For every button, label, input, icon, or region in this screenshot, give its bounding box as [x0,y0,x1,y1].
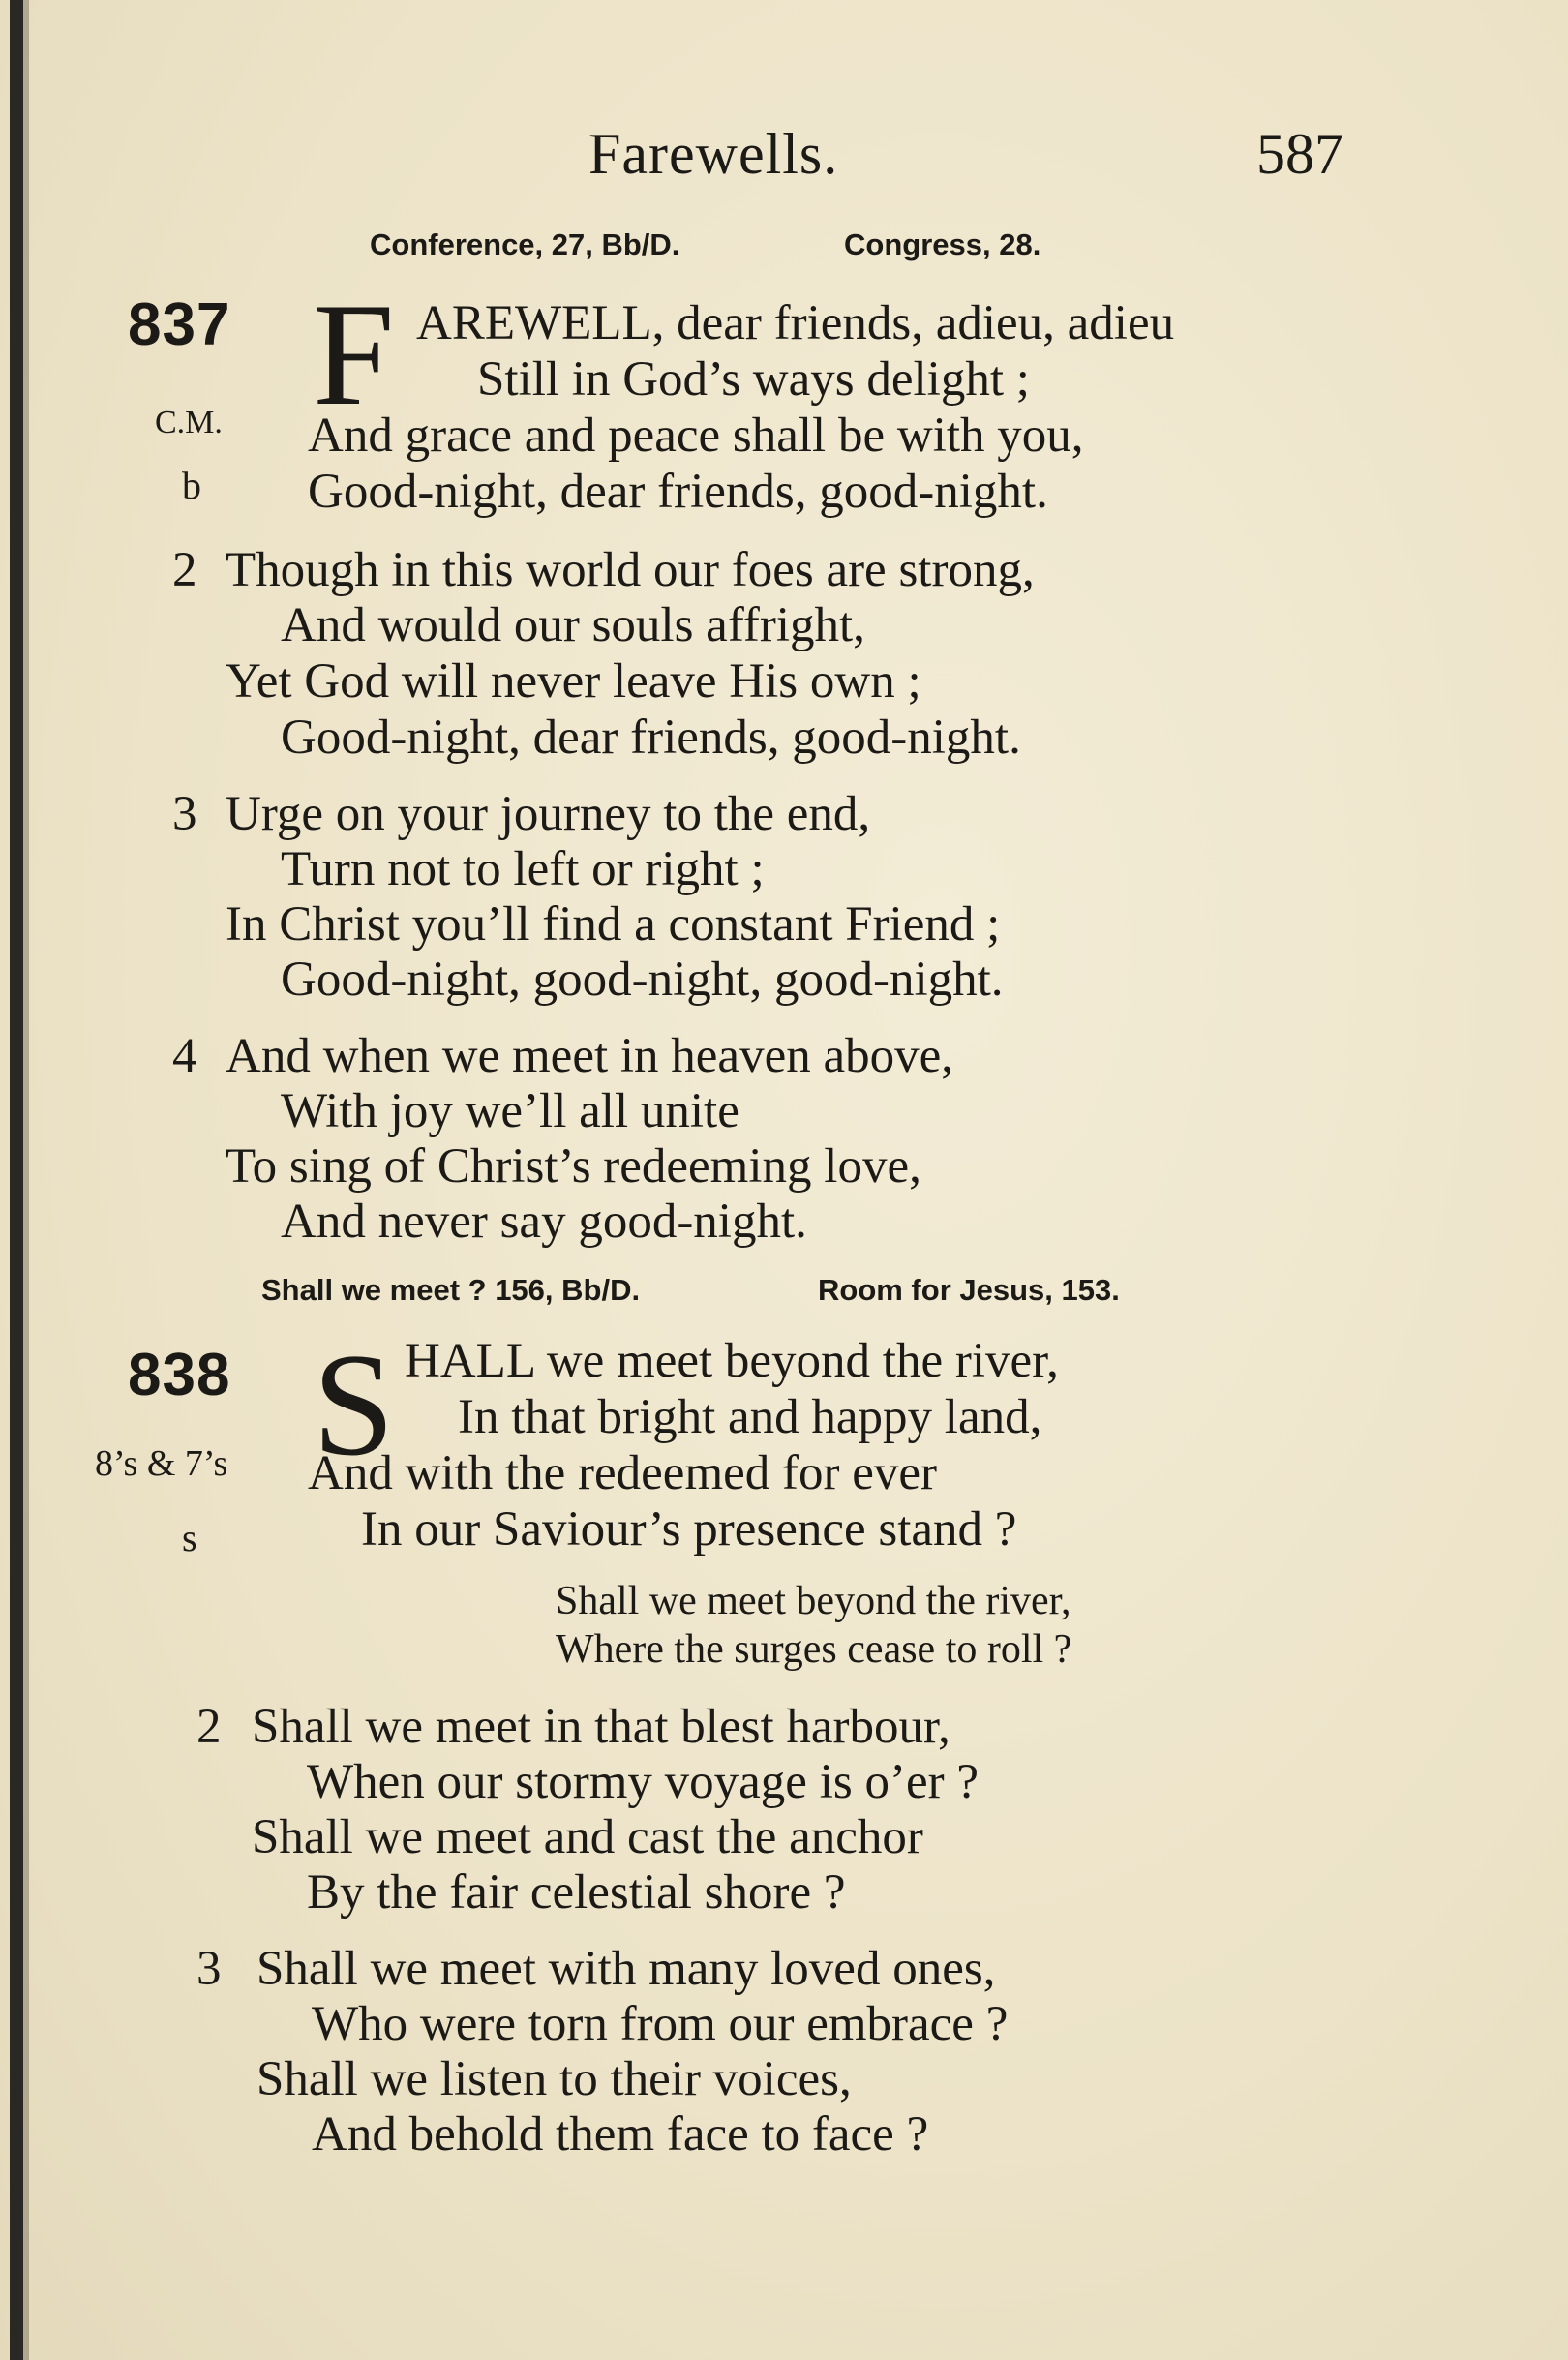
verse-line: In our Saviour’s presence stand ? [361,1502,1017,1557]
verse-line: In Christ you’ll find a constant Friend ; [226,897,1001,952]
verse-number: 3 [172,787,197,841]
verse-line: Shall we listen to their voices, [256,2052,852,2106]
verse-number: 2 [196,1700,222,1754]
hymn-number: 837 [128,291,231,358]
verse-line: To sing of Christ’s redeeming love, [226,1139,921,1194]
verse-line: Yet God will never leave His own ; [226,654,921,709]
verse-line: In that bright and happy land, [458,1390,1042,1444]
hymn-meter: 8’s & 7’s [95,1443,228,1484]
tune-reference-left: Shall we meet ? 156, Bb/D. [261,1273,641,1307]
refrain-line: Where the surges cease to roll ? [556,1627,1072,1672]
verse-number: 3 [196,1942,222,1996]
verse-line: Good-night, dear friends, good-night. [308,465,1048,519]
verse-line: Shall we meet in that blest harbour, [252,1700,950,1754]
verse-line: Shall we meet with many loved ones, [256,1942,996,1996]
verse-line: With joy we’ll all unite [281,1084,739,1138]
verse-line: And never say good-night. [281,1195,807,1249]
verse-line: HALL we meet beyond the river, [405,1334,1059,1388]
verse-line: And behold them face to face ? [312,2107,929,2162]
page-number: 587 [1256,122,1343,186]
hymn-meter: C.M. [155,405,223,440]
verse-line: AREWELL, dear friends, adieu, adieu [416,296,1175,350]
verse-line: And when we meet in heaven above, [226,1029,953,1083]
book-spine-shadow [10,0,23,2360]
drop-cap: S [313,1323,395,1486]
verse-number: 4 [172,1029,197,1083]
verse-number: 2 [172,543,197,597]
verse-line: By the fair celestial shore ? [307,1865,846,1920]
verse-line: Good-night, good-night, good-night. [281,953,1004,1007]
verse-line: And would our souls affright, [281,598,865,652]
verse-line: Shall we meet and cast the anchor [252,1810,923,1864]
hymn-key: s [182,1516,197,1559]
tune-reference-right: Congress, 28. [844,227,1041,261]
tune-reference-left: Conference, 27, Bb/D. [370,227,680,261]
verse-line: When our stormy voyage is o’er ? [307,1755,979,1809]
hymn-key: b [182,464,201,507]
verse-line: Though in this world our foes are strong, [226,543,1035,597]
hymn-number: 838 [128,1342,231,1408]
running-title: Farewells. [588,122,839,186]
verse-line: Turn not to left or right ; [281,842,765,896]
verse-line: Urge on your journey to the end, [226,787,871,841]
book-spine-edge [23,0,29,2360]
tune-reference-right: Room for Jesus, 153. [818,1273,1120,1307]
verse-line: And with the redeemed for ever [308,1446,937,1500]
verse-line: And grace and peace shall be with you, [308,408,1084,463]
drop-cap: F [313,273,395,436]
verse-line: Who were torn from our embrace ? [312,1997,1009,2051]
verse-line: Good-night, dear friends, good-night. [281,711,1021,765]
verse-line: Still in God’s ways delight ; [477,352,1030,407]
refrain-line: Shall we meet beyond the river, [556,1579,1071,1623]
